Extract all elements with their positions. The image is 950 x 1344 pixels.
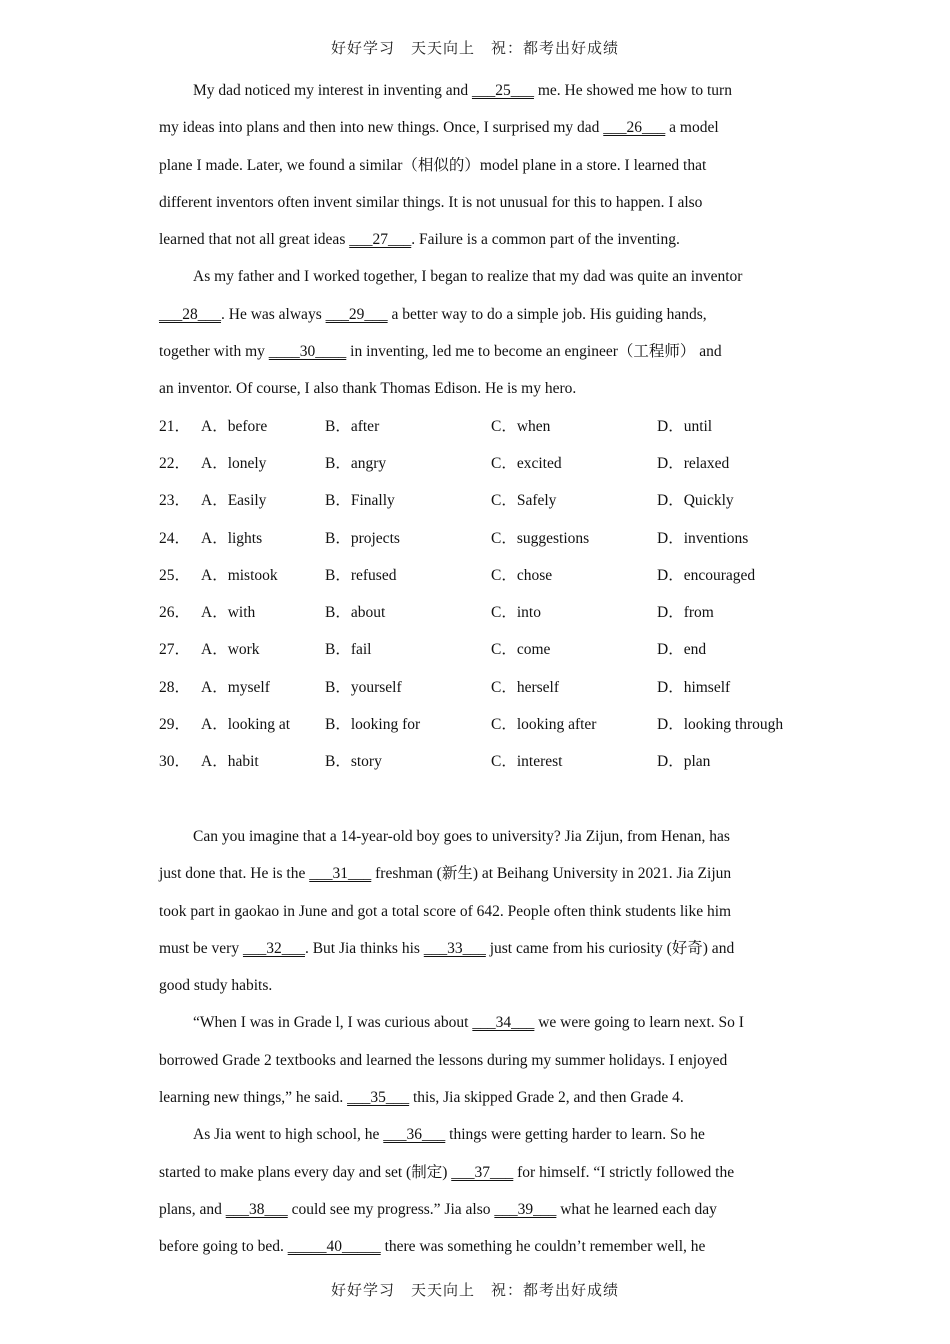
question-options-row xyxy=(159,482,791,519)
passage2-line: borrowed Grade 2 textbooks and learned the lessons during my summer holidays. I enjoyed xyxy=(159,1051,728,1069)
option-d: D．from xyxy=(657,604,714,622)
passage2-line: took part in gaokao in June and got a total score of 642. People often think students like him xyxy=(159,902,732,920)
question-number: 23． xyxy=(159,492,191,510)
options-list xyxy=(159,408,791,781)
blank-36: ___36___ xyxy=(383,1126,446,1144)
passage1-line: As my father and I worked together, I began to realize that my dad was quite an inventor xyxy=(193,268,743,286)
option-c: C．Safely xyxy=(491,492,557,510)
blank-34: ___34___ xyxy=(472,1014,535,1032)
option-b: B．about xyxy=(325,604,386,622)
question-options-row xyxy=(159,631,791,668)
option-a: A．myself xyxy=(201,678,270,696)
question-options-row xyxy=(159,706,791,743)
blank-37: ___37___ xyxy=(451,1163,514,1181)
question-number: 29． xyxy=(159,716,191,734)
option-a: A．before xyxy=(201,417,268,435)
question-options-row xyxy=(159,594,791,631)
option-b: B．Finally xyxy=(325,492,395,510)
passage1-line: together with my ____30____ in inventing, led me to become an engineer（工程师） and xyxy=(159,343,722,361)
blank-26: ___26___ xyxy=(603,119,666,137)
passage1-line: my ideas into plans and then into new things. Once, I surprised my dad ___26___ a model xyxy=(159,119,719,137)
option-b: B．story xyxy=(325,753,382,771)
question-number: 25． xyxy=(159,566,191,584)
blank-25: ___25___ xyxy=(471,82,534,99)
passage2-line: started to make plans every day and set (制定) ___37___ for himself. “I strictly followed the xyxy=(159,1163,735,1181)
option-c: C．come xyxy=(491,641,551,659)
passage1-line: an inventor. Of course, I also thank Thomas Edison. He is my hero. xyxy=(159,380,577,398)
question-number: 26． xyxy=(159,604,191,622)
question-number: 28． xyxy=(159,678,191,696)
option-b: B．refused xyxy=(325,566,397,584)
passage2-line: before going to bed. _____40_____ there was something he couldn’t remember well, he xyxy=(159,1238,706,1256)
option-a: A．work xyxy=(201,641,260,659)
section-gap xyxy=(159,781,791,818)
blank-40: _____40_____ xyxy=(287,1238,381,1256)
option-c: C．suggestions xyxy=(491,529,590,547)
option-a: A．Easily xyxy=(201,492,267,510)
option-a: A．mistook xyxy=(201,566,278,584)
option-b: B．after xyxy=(325,417,380,435)
option-d: D．inventions xyxy=(657,529,749,547)
question-options-row xyxy=(159,408,791,445)
option-c: C．chose xyxy=(491,566,553,584)
option-b: B．projects xyxy=(325,529,400,547)
passage2-line: “When I was in Grade l, I was curious about ___34___ we were going to learn next. So I xyxy=(193,1014,744,1032)
option-d: D．plan xyxy=(657,753,711,771)
option-c: C．looking after xyxy=(491,716,597,734)
blank-28: ___28___ xyxy=(159,305,221,323)
passage2-line: As Jia went to high school, he ___36___ things were getting harder to learn. So he xyxy=(193,1126,705,1144)
option-c: C．when xyxy=(491,417,551,435)
passage2-line: just done that. He is the ___31___ freshman (新生) at Beihang University in 2021. Jia Zijun xyxy=(159,865,732,883)
blank-31: ___31___ xyxy=(309,865,372,883)
passage2-line: good study habits. xyxy=(159,977,273,995)
option-d: D．Quickly xyxy=(657,492,734,510)
option-c: C．excited xyxy=(491,454,562,472)
blank-27: ___27___ xyxy=(349,231,412,249)
option-a: A．lights xyxy=(201,529,263,547)
question-options-row xyxy=(159,669,791,706)
blank-35: ___35___ xyxy=(347,1089,410,1107)
question-options-row xyxy=(159,445,791,482)
page-footer: 好好学习 天天向上 祝：都考出好成绩 xyxy=(330,1281,619,1299)
passage2-line: Can you imagine that a 14-year-old boy goes to university? Jia Zijun, from Henan, has xyxy=(193,827,730,845)
passage2-line: must be very ___32___. But Jia thinks his ___33___ just came from his curiosity (好奇) and xyxy=(159,939,735,957)
blank-38: ___38___ xyxy=(225,1200,288,1218)
option-b: B．looking for xyxy=(325,716,421,734)
blank-32: ___32___ xyxy=(242,939,305,957)
question-number: 24． xyxy=(159,529,191,547)
blank-39: ___39___ xyxy=(494,1200,557,1218)
option-c: C．into xyxy=(491,604,541,622)
question-options-row xyxy=(159,520,791,557)
option-d: D．encouraged xyxy=(657,566,756,584)
question-number: 27． xyxy=(159,641,191,659)
document-body xyxy=(159,72,791,1266)
passage1-line: My dad noticed my interest in inventing and ___25___ me. He showed me how to turn xyxy=(193,82,732,99)
page-header: 好好学习 天天向上 祝：都考出好成绩 xyxy=(330,39,619,57)
passage2-line: plans, and ___38___ could see my progress.” Jia also ___39___ what he learned each day xyxy=(159,1200,717,1218)
question-number: 30． xyxy=(159,753,191,771)
option-a: A．lonely xyxy=(201,454,267,472)
option-a: A．habit xyxy=(201,753,259,771)
option-c: C．herself xyxy=(491,678,560,696)
option-d: D．himself xyxy=(657,678,731,696)
option-d: D．relaxed xyxy=(657,454,730,472)
passage1-line: different inventors often invent similar things. It is not unusual for this to happen. I also xyxy=(159,193,703,211)
option-d: D．end xyxy=(657,641,707,659)
blank-29: ___29___ xyxy=(325,305,388,323)
option-a: A．with xyxy=(201,604,256,622)
passage1-line: plane I made. Later, we found a similar（相似的）model plane in a store. I learned that xyxy=(159,156,707,174)
passage2-line: learning new things,” he said. ___35___ this, Jia skipped Grade 2, and then Grade 4. xyxy=(159,1089,684,1107)
option-b: B．fail xyxy=(325,641,372,659)
question-number: 21． xyxy=(159,417,191,435)
question-options-row xyxy=(159,743,791,780)
option-b: B．angry xyxy=(325,454,387,472)
option-c: C．interest xyxy=(491,753,563,771)
question-number: 22． xyxy=(159,454,191,472)
blank-30: ____30____ xyxy=(268,343,347,361)
option-d: D．looking through xyxy=(657,716,784,734)
option-d: D．until xyxy=(657,417,713,435)
question-options-row xyxy=(159,557,791,594)
blank-33: ___33___ xyxy=(423,939,486,957)
option-a: A．looking at xyxy=(201,716,291,734)
option-b: B．yourself xyxy=(325,678,402,696)
passage1-line: ___28___. He was always ___29___ a better way to do a simple job. His guiding hands, xyxy=(159,305,707,323)
passage1-line: learned that not all great ideas ___27___. Failure is a common part of the inventing. xyxy=(159,231,680,249)
